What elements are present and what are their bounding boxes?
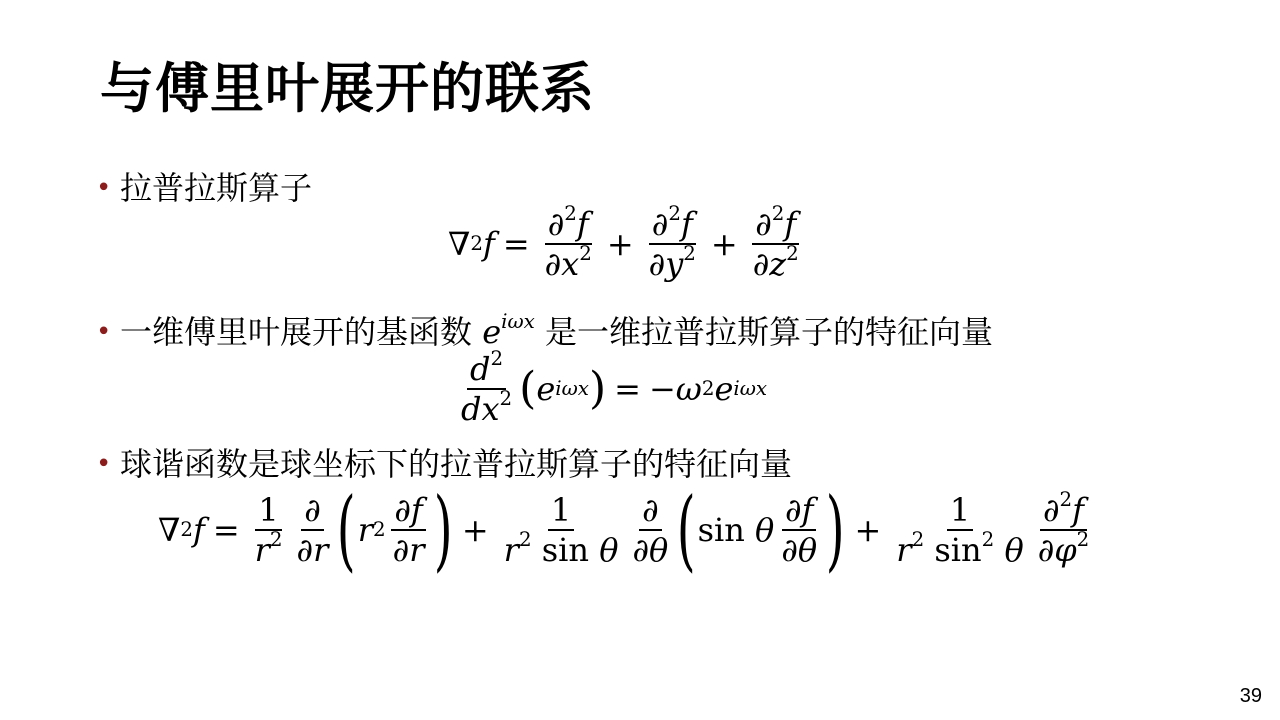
fraction: $\frac{\partial}{\partial\theta}$	[632, 491, 669, 569]
left-paren: (	[337, 478, 357, 581]
plus-sign: +	[710, 225, 738, 263]
bullet-text: 球谐函数是球坐标下的拉普拉斯算子的特征向量	[120, 445, 793, 483]
page-number: 39	[1239, 685, 1262, 707]
plus-sign: +	[854, 511, 882, 549]
plus-sign: +	[606, 225, 634, 263]
fraction: $\frac{\partial^2f}{\partial x^2}$	[544, 202, 592, 283]
slide-title: 与傅里叶展开的联系	[100, 57, 595, 120]
fraction: $\frac{1}{r^2}$	[254, 491, 283, 569]
function-symbol: f	[482, 225, 495, 263]
spherical-laplacian-equation: ∇ 2 f = $\frac{1}{r^2}$ $\frac{\partial}{\partial r}$ ( r 2 $\frac{\partial f}{\partial r}$ ) + $\frac{1}{r^2 \sin \theta}$ $\frac{\partial}{\partial\theta}$ ( sin θ $\frac{\partial f}{\partial\theta}$ ) + $\frac{1}{r^2 \sin^2 \theta}$ $\frac{\partial^2f}{\partial\varphi^2}$	[158, 486, 1096, 574]
fraction: $\frac{\partial^2f}{\partial\varphi^2}$	[1037, 488, 1090, 569]
bullet-dot-icon: •	[96, 317, 112, 347]
right-paren: )	[825, 478, 845, 581]
bullet-item	[96, 312, 993, 352]
fraction: $\frac{\partial f}{\partial r}$	[392, 491, 425, 569]
right-paren: )	[588, 363, 607, 414]
nabla-symbol: ∇	[448, 225, 471, 263]
fraction: $\frac{1}{r^2 \sin \theta}$	[503, 491, 619, 569]
bullet-text: 拉普拉斯算子	[120, 169, 313, 207]
fraction: $\frac{\partial^2f}{\partial z^2}$	[752, 202, 799, 283]
plus-sign: +	[461, 511, 489, 549]
bullet-dot-icon: •	[96, 173, 112, 203]
fraction: $\frac{\partial^2f}{\partial y^2}$	[648, 202, 696, 283]
equals-sign: =	[614, 370, 641, 408]
right-paren: )	[433, 478, 453, 581]
equals-sign: =	[212, 511, 240, 549]
laplacian-equation: ∇ 2 f = $\frac{\partial^2f}{\partial x^2}$ + $\frac{\partial^2f}{\partial y^2}$ + $\frac{\partial^2f}{\partial z^2}$	[448, 205, 806, 283]
left-paren: (	[519, 363, 537, 414]
eigen-equation-1d: $\frac{d^2}{dx^2}$ ( e iωx ) = −ω 2 e iωx	[454, 350, 767, 428]
fraction: $\frac{1}{r^2 \sin^2 \theta}$	[896, 491, 1024, 569]
bullet-item	[96, 168, 312, 208]
fraction: $\frac{\partial}{\partial r}$	[296, 491, 329, 569]
fraction: $\frac{\partial f}{\partial\theta}$	[781, 491, 818, 569]
bullet-dot-icon: •	[96, 449, 112, 479]
equals-sign: =	[502, 225, 530, 263]
bullet-text: 一维傅里叶展开的基函数 $e^{i\omega x}$ 是一维拉普拉斯算子的特征向量	[120, 310, 994, 351]
left-paren: (	[676, 478, 696, 581]
fraction: $\frac{d^2}{dx^2}$	[461, 347, 513, 428]
